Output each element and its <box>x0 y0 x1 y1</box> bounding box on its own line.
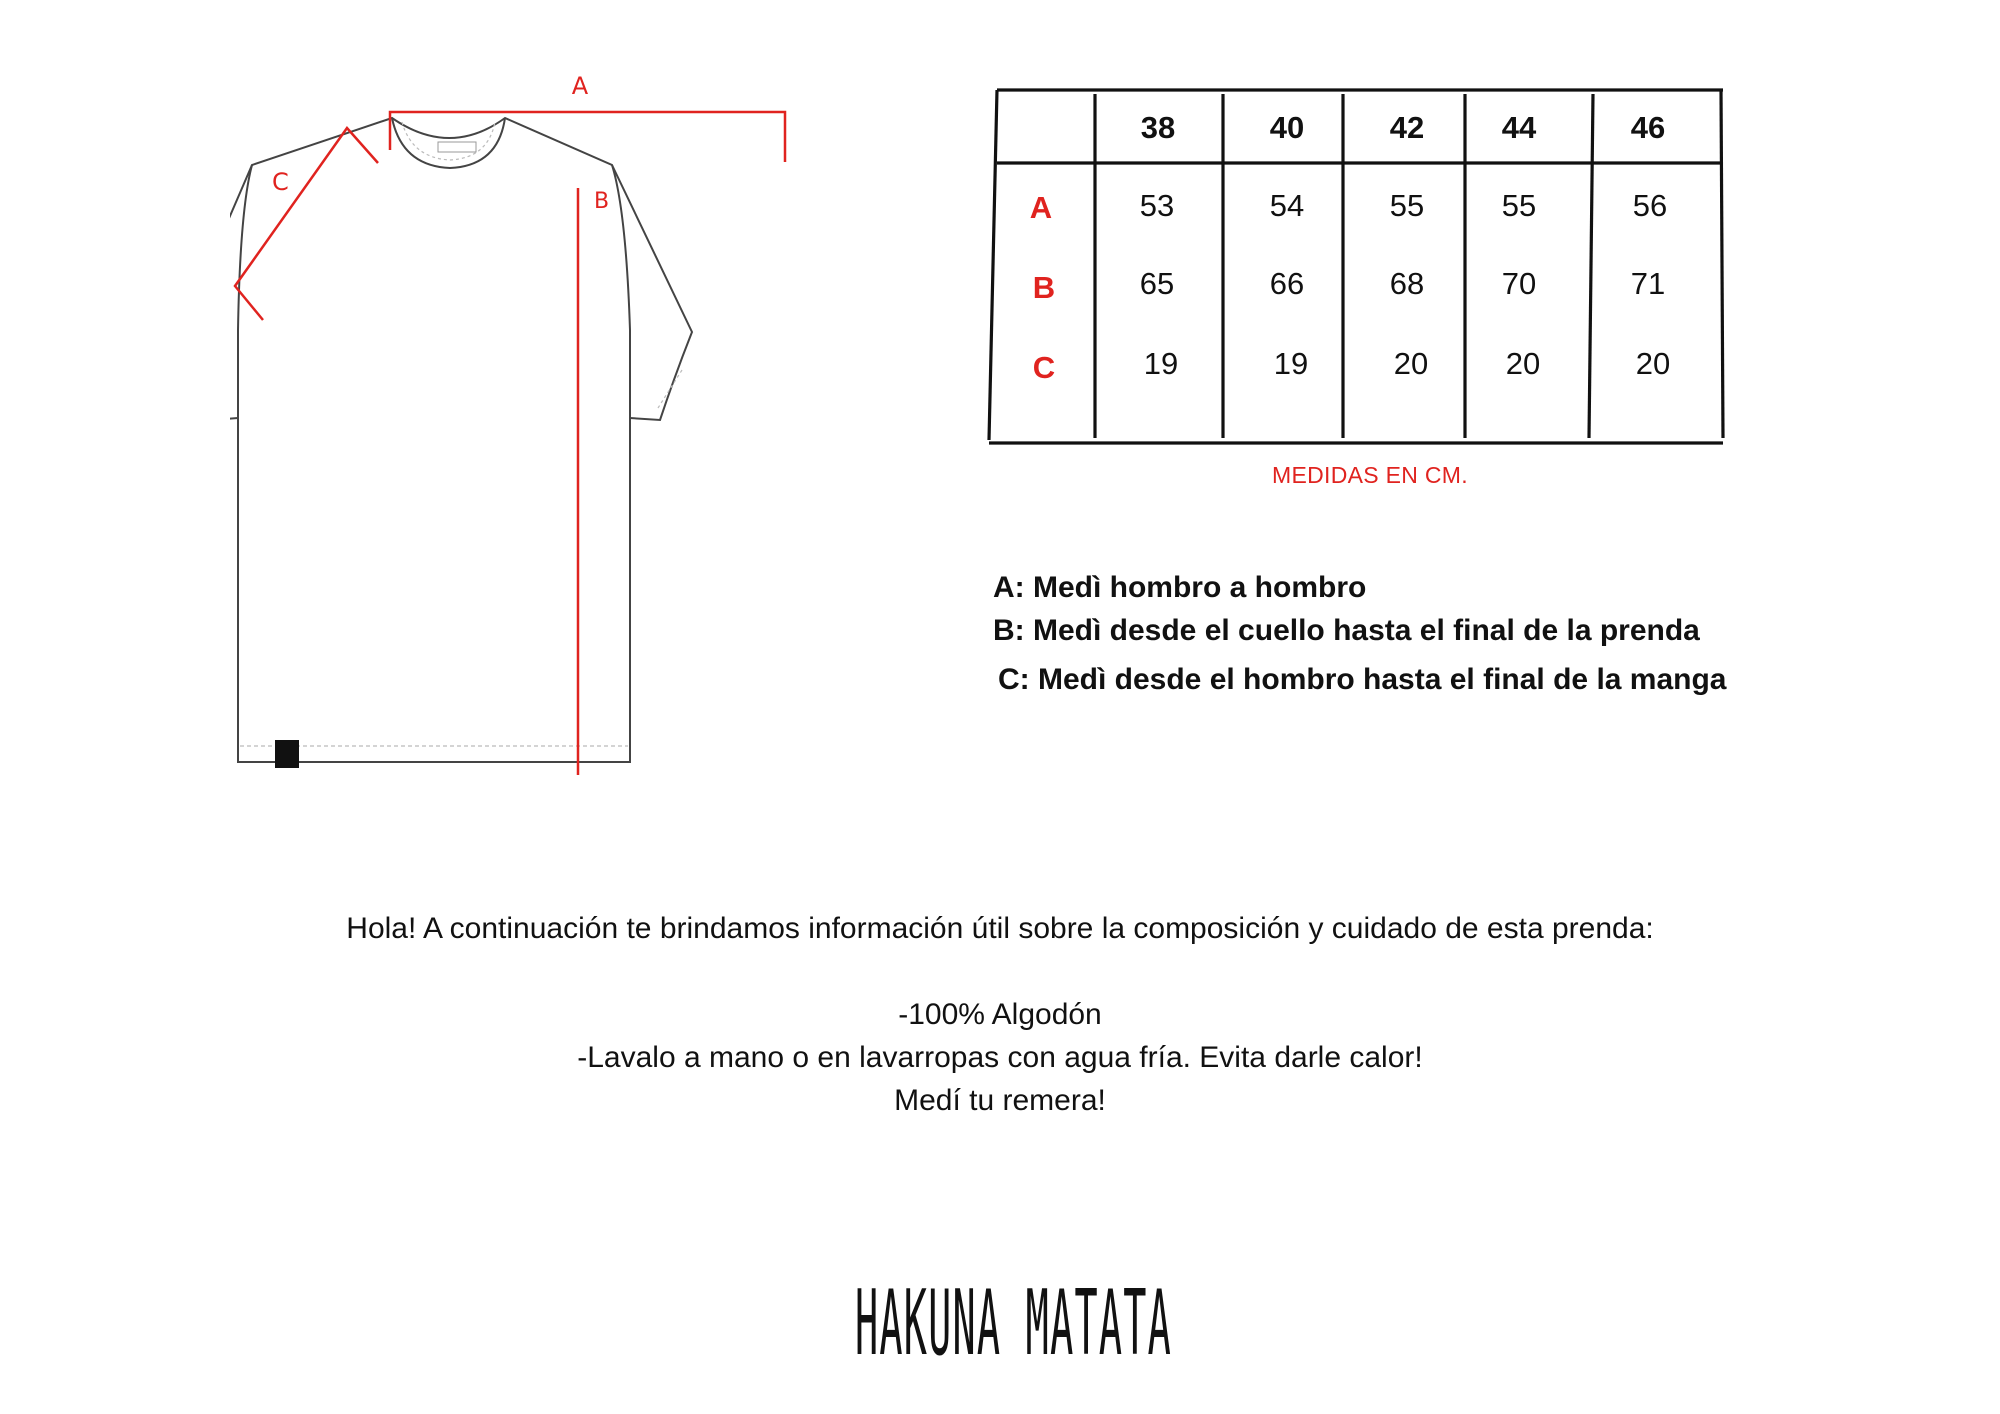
hem-label <box>275 740 299 768</box>
size-table <box>985 88 1730 448</box>
size-header-40: 40 <box>1269 110 1305 145</box>
row-label-c: C <box>1032 350 1056 385</box>
table-cell: 20 <box>1635 346 1671 381</box>
table-cell: 56 <box>1632 188 1668 223</box>
table-cell: 20 <box>1393 346 1429 381</box>
table-cell: 20 <box>1505 346 1541 381</box>
collar <box>392 118 505 168</box>
tshirt-diagram <box>230 70 910 790</box>
table-cell: 53 <box>1139 188 1175 223</box>
table-cell: 65 <box>1139 266 1175 301</box>
table-cell: 68 <box>1389 266 1425 301</box>
neck-tag <box>438 142 476 152</box>
legend-b: B: Medì desde el cuello hasta el final de la prenda <box>993 614 1700 647</box>
table-cell: 54 <box>1269 188 1305 223</box>
units-note: MEDIDAS EN CM. <box>1272 462 1468 488</box>
composition-text: -100% Algodón <box>898 998 1102 1031</box>
brand-name: HAKUNA MATATA <box>855 1270 1172 1376</box>
intro-text: Hola! A continuación te brindamos información útil sobre la composición y cuidado de esta prenda: <box>346 912 1654 945</box>
measure-label-a: A <box>571 72 589 100</box>
size-header-42: 42 <box>1389 110 1425 145</box>
row-label-a: A <box>1029 190 1053 225</box>
legend-c: C: Medì desde el hombro hasta el final de la manga <box>998 663 1727 696</box>
table-cell: 55 <box>1501 188 1537 223</box>
tshirt-outline <box>238 118 630 762</box>
brand-logo <box>855 1270 1172 1376</box>
size-header-38: 38 <box>1140 110 1176 145</box>
measure-label-c: C <box>272 168 289 196</box>
table-cell: 71 <box>1630 266 1666 301</box>
table-cell: 55 <box>1389 188 1425 223</box>
row-label-b: B <box>1032 270 1056 305</box>
table-cell: 70 <box>1501 266 1537 301</box>
size-header-46: 46 <box>1630 110 1666 145</box>
table-cell: 19 <box>1273 346 1309 381</box>
size-header-44: 44 <box>1501 110 1537 145</box>
measure-line-c <box>235 128 378 320</box>
table-cell: 19 <box>1143 346 1179 381</box>
right-sleeve <box>612 165 692 420</box>
legend-a: A: Medì hombro a hombro <box>993 571 1367 604</box>
washing-text: -Lavalo a mano o en lavarropas con agua fría. Evita darle calor! <box>577 1041 1423 1074</box>
measure-label-b: B <box>594 189 610 214</box>
table-cell: 66 <box>1269 266 1305 301</box>
measure-text: Medí tu remera! <box>894 1084 1106 1117</box>
